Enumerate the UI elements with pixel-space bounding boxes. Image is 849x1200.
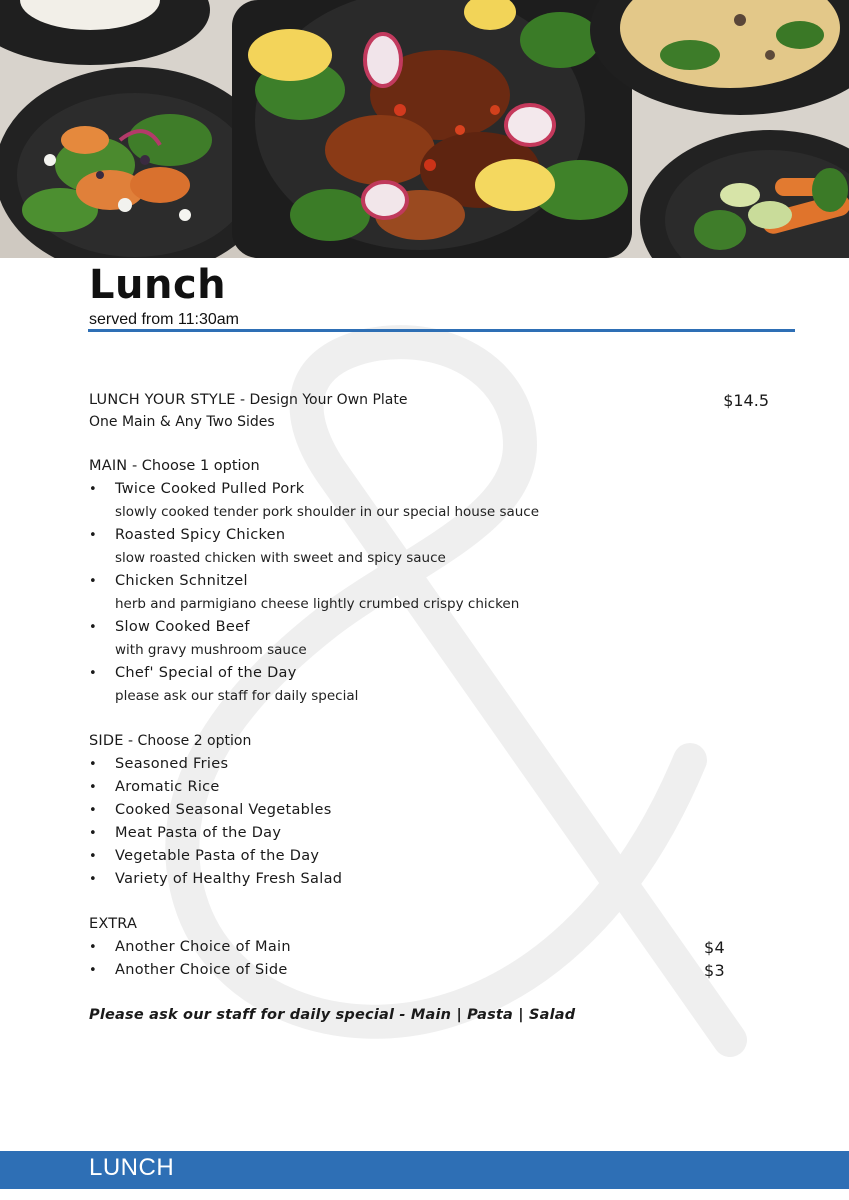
main-heading-detail: - Choose 1 option [127,458,260,474]
main-item-description: herb and parmigiano cheese lightly crumbed crispy chicken [115,596,520,612]
side-item-name: Seasoned Fries [115,756,229,772]
side-item [89,822,769,845]
main-item-description: slow roasted chicken with sweet and spicy sauce [115,550,446,566]
hero-food-photo [0,0,849,258]
main-item [89,570,769,593]
bullet-icon: • [89,940,97,955]
bullet-icon: • [89,528,97,543]
main-item-name: Twice Cooked Pulled Pork [115,481,305,497]
main-heading-row [89,455,769,478]
main-item-description: with gravy mushroom sauce [115,642,307,658]
bullet-icon: • [89,826,97,841]
main-item-name: Slow Cooked Beef [115,619,250,635]
extra-heading-row [89,913,769,936]
main-item [89,478,769,501]
bullet-icon: • [89,872,97,887]
spacer [89,982,769,1004]
style-description: One Main & Any Two Sides [89,414,275,430]
main-item-name: Chef' Special of the Day [115,665,297,681]
bullet-icon: • [89,803,97,818]
side-heading-detail: - Choose 2 option [123,733,252,749]
footer-label: LUNCH [89,1154,175,1181]
bullet-icon: • [89,757,97,772]
spacer [89,433,769,455]
side-item-name: Variety of Healthy Fresh Salad [115,871,343,887]
side-heading-row [89,730,769,753]
spacer [89,891,769,913]
side-item [89,753,769,776]
side-item-name: Aromatic Rice [115,779,220,795]
footer-bar [0,1151,849,1189]
spacer [89,708,769,730]
main-item [89,524,769,547]
main-item-description: slowly cooked tender pork shoulder in our special house sauce [115,504,540,520]
main-heading: MAIN [89,458,128,474]
style-heading: LUNCH YOUR STYLE [89,392,236,408]
side-item [89,776,769,799]
bullet-icon: • [89,666,97,681]
side-item [89,845,769,868]
bullet-icon: • [89,620,97,635]
main-item-name: Chicken Schnitzel [115,573,248,589]
side-item [89,799,769,822]
bullet-icon: • [89,849,97,864]
extra-item-price: $3 [704,961,725,980]
page-title: Lunch [89,262,227,308]
main-item-description: please ask our staff for daily special [115,688,359,704]
style-heading-row [89,389,769,412]
extra-heading: EXTRA [89,916,138,932]
extra-item [89,959,769,982]
daily-special-note: Please ask our staff for daily special - Main | Pasta | Salad [89,1007,576,1023]
serving-time: served from 11:30am [89,311,239,328]
extra-item-name: Another Choice of Side [115,962,288,978]
bullet-icon: • [89,574,97,589]
side-item [89,868,769,891]
extra-item-price: $4 [704,938,725,957]
side-item-name: Meat Pasta of the Day [115,825,282,841]
food-illustration [0,0,849,258]
bullet-icon: • [89,963,97,978]
extra-item-name: Another Choice of Main [115,939,291,955]
main-item [89,616,769,639]
style-price: $14.5 [723,391,769,410]
menu-content [89,389,769,1027]
side-item-name: Vegetable Pasta of the Day [115,848,320,864]
main-item-name: Roasted Spicy Chicken [115,527,286,543]
side-heading: SIDE [89,733,124,749]
style-heading-detail: - Design Your Own Plate [235,392,408,408]
side-item-name: Cooked Seasonal Vegetables [115,802,332,818]
main-item [89,662,769,685]
extra-item [89,936,769,959]
bullet-icon: • [89,780,97,795]
title-divider [88,329,795,332]
bullet-icon: • [89,482,97,497]
